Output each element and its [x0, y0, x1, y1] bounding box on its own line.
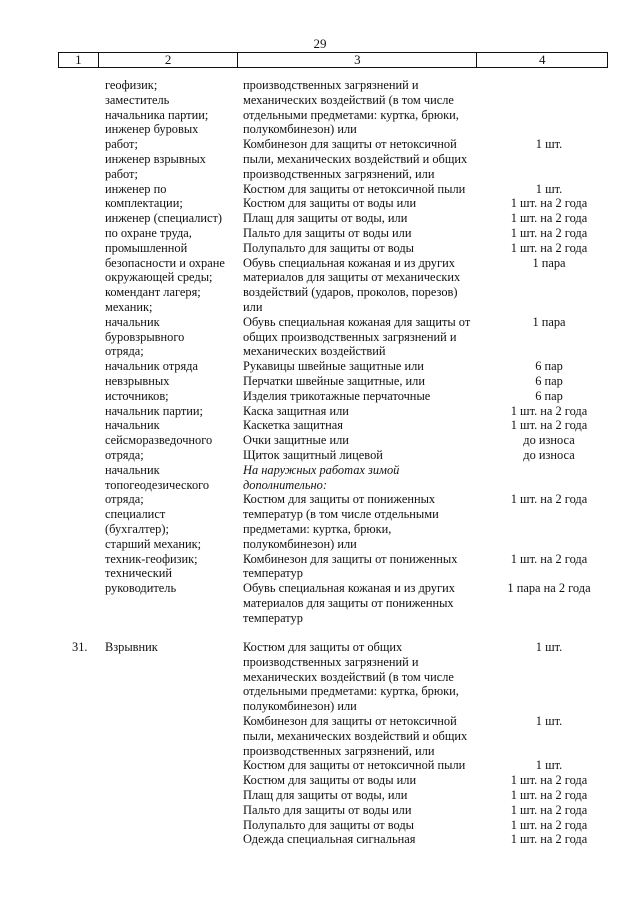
- position-line: окружающей среды;: [105, 270, 213, 285]
- position-line: геофизик;: [105, 78, 158, 92]
- position-line: работ;: [105, 137, 138, 152]
- item-text-line: Обувь специальная кожаная и из других: [243, 581, 455, 596]
- position-line: отряда;: [105, 492, 144, 507]
- position-line: источников;: [105, 388, 169, 403]
- item-text-line: полукомбинезон) или: [243, 536, 357, 551]
- item-quantity: 1 шт.: [535, 714, 563, 728]
- item-quantity: 6 пар: [535, 359, 563, 374]
- item-quantity: 1 шт. на 2 года: [510, 403, 588, 418]
- item-text-line: общих производственных загрязнений и: [243, 329, 457, 344]
- position-line: сейсморазведочного: [105, 433, 213, 448]
- item-text-line: Комбинезон для защиты от нетоксичной: [243, 714, 457, 728]
- item-text-line: материалов для защиты от механических: [243, 270, 461, 285]
- position-line: начальник отряда: [105, 359, 198, 374]
- item-quantity: 1 шт. на 2 года: [510, 418, 588, 433]
- item-text-line: материалов для защиты от пониженных: [243, 596, 454, 610]
- item-text-line: Пальто для защиты от воды или: [243, 226, 412, 240]
- item-text-line: температур: [243, 566, 303, 581]
- position-line: (бухгалтер);: [105, 522, 169, 536]
- position-line: технический: [105, 566, 173, 581]
- position-line: специалист: [105, 507, 166, 522]
- item-text-line: полукомбинезон) или: [243, 122, 357, 137]
- header-col-4: 4: [538, 52, 546, 67]
- item-text-line: На наружных работах зимой: [243, 462, 400, 477]
- item-text-line: пыли, механических воздействий и общих: [243, 728, 468, 743]
- position-line: начальник партии;: [105, 403, 203, 418]
- position-line: промышленной: [105, 240, 188, 255]
- item-quantity: 1 шт. на 2 года: [510, 788, 588, 802]
- page-number: 29: [313, 36, 327, 51]
- item-text-line: механических воздействий (в том числе: [243, 92, 454, 107]
- item-text-line: Комбинезон для защиты от пониженных: [243, 551, 458, 566]
- item-text-line: механических воздействий (в том числе: [243, 669, 454, 684]
- table-header: [58, 52, 608, 68]
- item-quantity: 6 пар: [535, 388, 563, 403]
- position-line: начальник: [105, 418, 160, 433]
- item-text-line: Обувь специальная кожаная и из других: [243, 255, 455, 270]
- item-text-line: Плащ для защиты от воды, или: [243, 788, 408, 802]
- position-line: начальник: [105, 314, 160, 329]
- item-quantity: 1 шт. на 2 года: [510, 817, 588, 832]
- position-line: механик;: [105, 300, 153, 314]
- header-col-2: 2: [99, 53, 238, 67]
- position-name: Взрывник: [105, 640, 158, 654]
- position-line: техник-геофизик;: [105, 551, 198, 566]
- item-text-line: Изделия трикотажные перчаточные: [243, 388, 431, 403]
- position-line: начальник: [105, 462, 160, 477]
- item-text-line: Рукавицы швейные защитные или: [243, 359, 424, 374]
- item-text-line: Очки защитные или: [243, 433, 349, 448]
- position-line: по охране труда,: [105, 226, 192, 240]
- item-quantity: 1 шт.: [535, 137, 563, 152]
- position-line: комендант лагеря;: [105, 285, 201, 300]
- item-text-line: производственных загрязнений и: [243, 654, 419, 669]
- position-line: безопасности и охране: [105, 255, 225, 270]
- item-text-line: Полупальто для защиты от воды: [243, 240, 414, 255]
- item-text-line: Полупальто для защиты от воды: [243, 817, 414, 832]
- item-quantity: 1 шт. на 2 года: [510, 226, 588, 240]
- item-quantity: 1 шт. на 2 года: [510, 196, 588, 211]
- item-text-line: Комбинезон для защиты от нетоксичной: [243, 137, 457, 152]
- item-quantity: 1 шт. на 2 года: [510, 551, 588, 566]
- item-text-line: пыли, механических воздействий и общих: [243, 152, 468, 166]
- item-text-line: отдельными предметами: куртка, брюки,: [243, 107, 459, 122]
- position-line: буровзрывного: [105, 329, 185, 344]
- item-text-line: Плащ для защиты от воды, или: [243, 211, 408, 226]
- item-text-line: Каскетка защитная: [243, 418, 343, 433]
- item-text-line: Костюм для защиты от нетоксичной пыли: [243, 181, 466, 196]
- item-text-line: предметами: куртка, брюки,: [243, 522, 392, 536]
- position-line: инженер по: [105, 181, 167, 196]
- item-quantity: 1 шт. на 2 года: [510, 832, 588, 847]
- item-text-line: Щиток защитный лицевой: [243, 448, 383, 462]
- item-text-line: Обувь специальная кожаная для защиты от: [243, 314, 471, 329]
- item-text-line: производственных загрязнений, или: [243, 743, 435, 758]
- position-line: комплектации;: [105, 196, 183, 211]
- item-quantity: до износа: [523, 433, 575, 448]
- row-number: 31.: [72, 640, 88, 654]
- position-line: старший механик;: [105, 536, 202, 551]
- item-text-line: производственных загрязнений и: [243, 78, 419, 92]
- item-quantity: 1 шт.: [535, 181, 563, 196]
- item-quantity: 1 шт.: [535, 640, 563, 654]
- item-quantity: 1 шт. на 2 года: [510, 802, 588, 817]
- position-line: инженер буровых: [105, 122, 199, 137]
- item-text-line: или: [243, 300, 263, 314]
- position-line: отряда;: [105, 344, 144, 359]
- item-text-line: Костюм для защиты от воды или: [243, 196, 417, 211]
- item-text-line: Перчатки швейные защитные, или: [243, 374, 425, 388]
- item-quantity: до износа: [523, 448, 575, 462]
- item-text-line: Костюм для защиты от воды или: [243, 773, 417, 788]
- item-text-line: Пальто для защиты от воды или: [243, 802, 412, 817]
- item-quantity: 1 шт. на 2 года: [510, 240, 588, 255]
- item-text-line: Костюм для защиты от общих: [243, 640, 403, 654]
- position-line: начальника партии;: [105, 107, 209, 122]
- item-quantity: 1 шт.: [535, 758, 563, 773]
- header-col-1: 1: [59, 53, 99, 67]
- item-quantity: 1 пара: [532, 255, 566, 270]
- item-quantity: 1 шт. на 2 года: [510, 211, 588, 226]
- item-text-line: температур: [243, 610, 303, 625]
- item-text-line: воздействий (ударов, проколов, порезов): [243, 285, 458, 300]
- item-text-line: отдельными предметами: куртка, брюки,: [243, 684, 459, 699]
- item-quantity: 6 пар: [535, 374, 563, 388]
- item-quantity: 1 шт. на 2 года: [510, 773, 588, 788]
- item-text-line: полукомбинезон) или: [243, 699, 357, 714]
- item-text-line: Одежда специальная сигнальная: [243, 832, 416, 847]
- position-line: инженер взрывных: [105, 152, 206, 166]
- position-line: инженер (специалист): [105, 211, 223, 226]
- item-text-line: Костюм для защиты от нетоксичной пыли: [243, 758, 466, 773]
- item-text-line: производственных загрязнений, или: [243, 166, 435, 181]
- item-text-line: Костюм для защиты от пониженных: [243, 492, 436, 507]
- position-line: невзрывных: [105, 374, 170, 388]
- position-line: заместитель: [105, 92, 170, 107]
- item-quantity: 1 пара: [532, 314, 566, 329]
- item-text-line: Каска защитная или: [243, 403, 349, 418]
- item-text-line: температур (в том числе отдельными: [243, 507, 439, 522]
- header-col-3: 3: [238, 53, 477, 67]
- item-text-line: механических воздействий: [243, 344, 386, 359]
- position-line: топогеодезического: [105, 477, 210, 492]
- position-line: отряда;: [105, 448, 144, 462]
- item-text-line: дополнительно:: [243, 477, 327, 492]
- position-line: руководитель: [105, 581, 177, 596]
- item-quantity: 1 пара на 2 года: [507, 581, 591, 596]
- position-line: работ;: [105, 166, 138, 181]
- item-quantity: 1 шт. на 2 года: [510, 492, 588, 507]
